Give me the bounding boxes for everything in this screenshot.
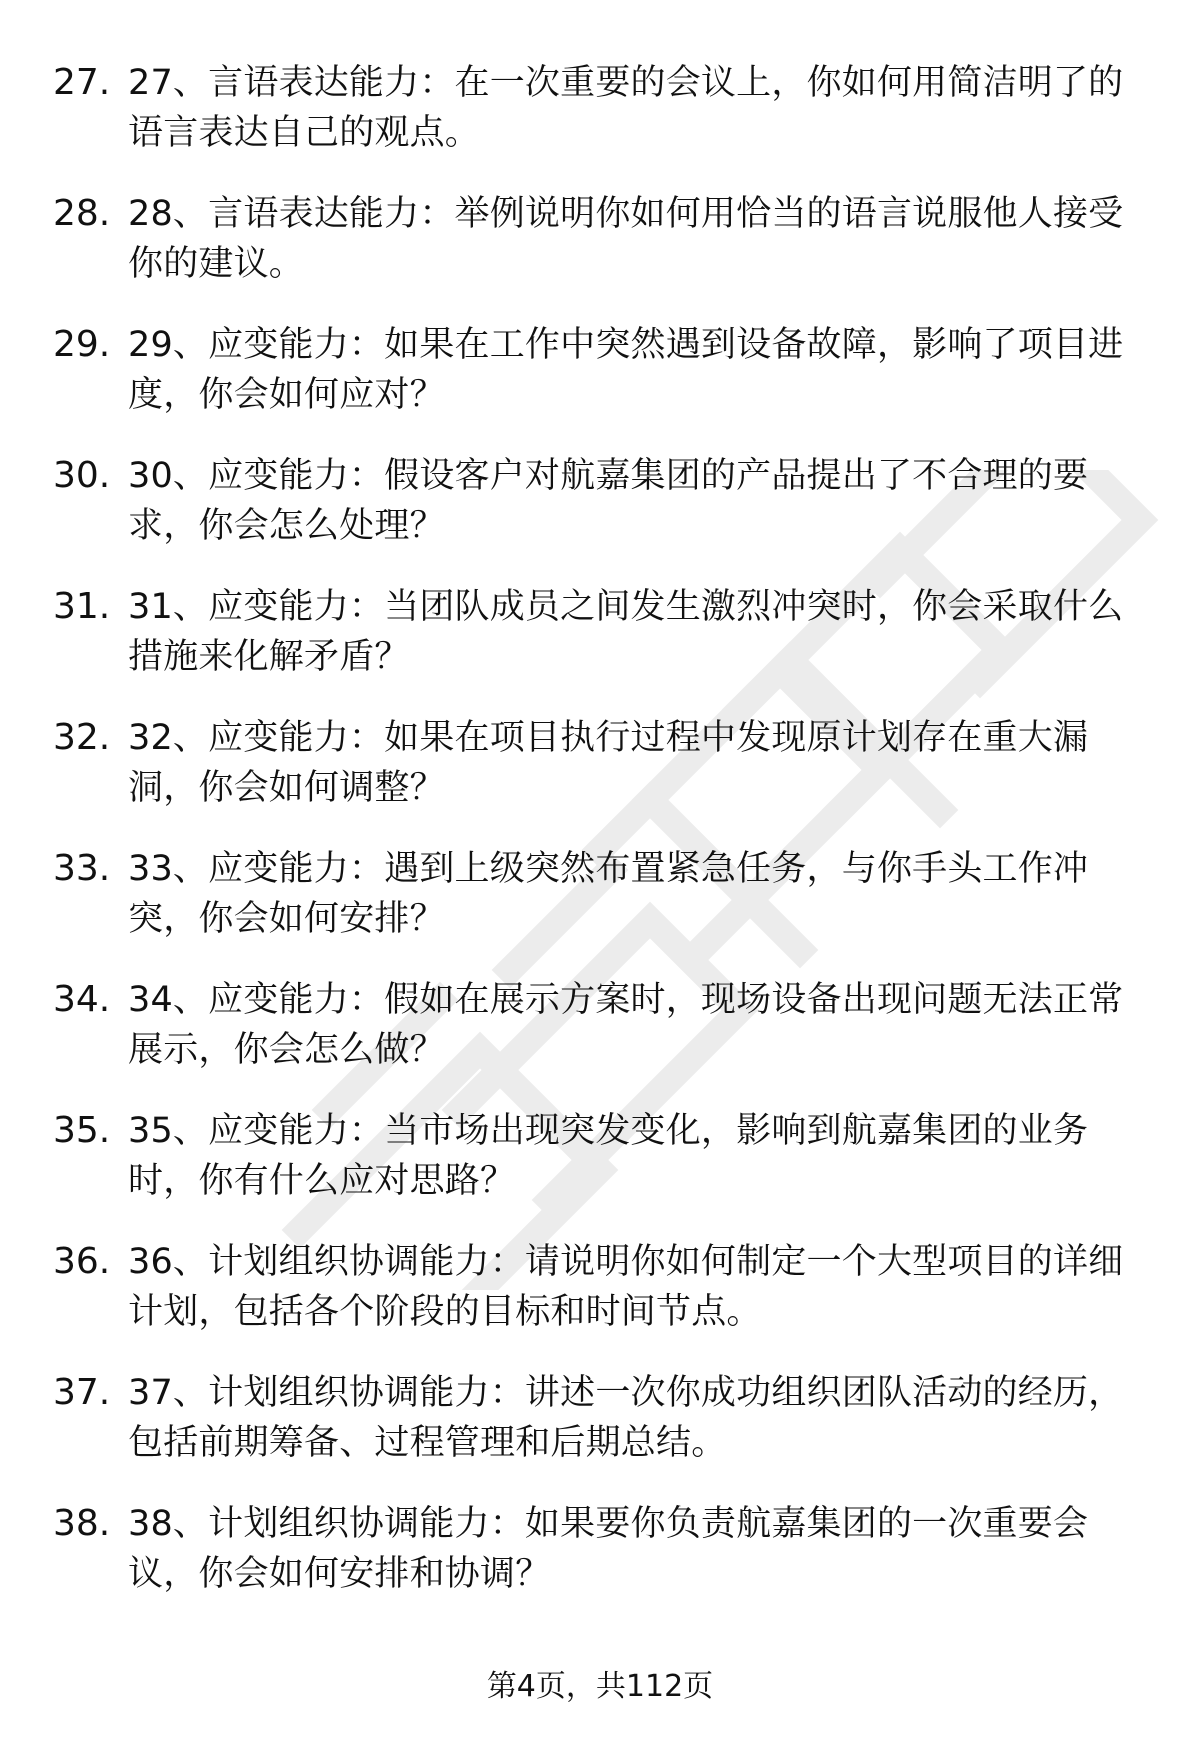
question-number: 30. bbox=[53, 455, 111, 496]
question-number: 36. bbox=[53, 1241, 111, 1282]
question-text: 37、计划组织协调能力：讲述一次你成功组织团队活动的经历，包括前期筹备、过程管理和后期总结。 bbox=[128, 1373, 1124, 1463]
question-number: 33. bbox=[53, 848, 111, 889]
list-item bbox=[0, 975, 1200, 1106]
question-number: 35. bbox=[53, 1110, 111, 1151]
question-text: 38、计划组织协调能力：如果要你负责航嘉集团的一次重要会议，你会如何安排和协调？ bbox=[128, 1504, 1089, 1594]
question-number: 38. bbox=[53, 1503, 111, 1544]
list-item bbox=[0, 189, 1200, 320]
list-item bbox=[0, 1106, 1200, 1237]
question-text: 34、应变能力：假如在展示方案时，现场设备出现问题无法正常展示，你会怎么做？ bbox=[128, 980, 1124, 1070]
list-item bbox=[0, 1499, 1200, 1630]
question-text: 28、言语表达能力：举例说明你如何用恰当的语言说服他人接受你的建议。 bbox=[128, 194, 1124, 284]
question-text: 35、应变能力：当市场出现突发变化，影响到航嘉集团的业务时，你有什么应对思路？ bbox=[128, 1111, 1089, 1201]
question-number: 32. bbox=[53, 717, 111, 758]
question-number: 29. bbox=[53, 324, 111, 365]
question-number: 27. bbox=[53, 62, 111, 103]
page-footer: 第4页，共112页 bbox=[486, 1669, 714, 1704]
list-item bbox=[0, 844, 1200, 975]
question-number: 34. bbox=[53, 979, 111, 1020]
question-number: 31. bbox=[53, 586, 111, 627]
question-text: 30、应变能力：假设客户对航嘉集团的产品提出了不合理的要求，你会怎么处理？ bbox=[128, 456, 1089, 546]
question-text: 36、计划组织协调能力：请说明你如何制定一个大型项目的详细计划，包括各个阶段的目标和时间节点。 bbox=[128, 1242, 1124, 1332]
question-text: 33、应变能力：遇到上级突然布置紧急任务，与你手头工作冲突，你会如何安排？ bbox=[128, 849, 1089, 939]
question-text: 27、言语表达能力：在一次重要的会议上，你如何用简洁明了的语言表达自己的观点。 bbox=[128, 63, 1124, 153]
list-item bbox=[0, 58, 1200, 189]
question-number: 28. bbox=[53, 193, 111, 234]
question-text: 31、应变能力：当团队成员之间发生激烈冲突时，你会采取什么措施来化解矛盾？ bbox=[128, 587, 1124, 677]
question-number: 37. bbox=[53, 1372, 111, 1413]
list-item bbox=[0, 451, 1200, 582]
list-item bbox=[0, 713, 1200, 844]
list-item bbox=[0, 1368, 1200, 1499]
question-list bbox=[0, 58, 1200, 1630]
question-text: 29、应变能力：如果在工作中突然遇到设备故障，影响了项目进度，你会如何应对？ bbox=[128, 325, 1124, 415]
list-item bbox=[0, 1237, 1200, 1368]
question-text: 32、应变能力：如果在项目执行过程中发现原计划存在重大漏洞，你会如何调整？ bbox=[128, 718, 1089, 808]
list-item bbox=[0, 320, 1200, 451]
list-item bbox=[0, 582, 1200, 713]
